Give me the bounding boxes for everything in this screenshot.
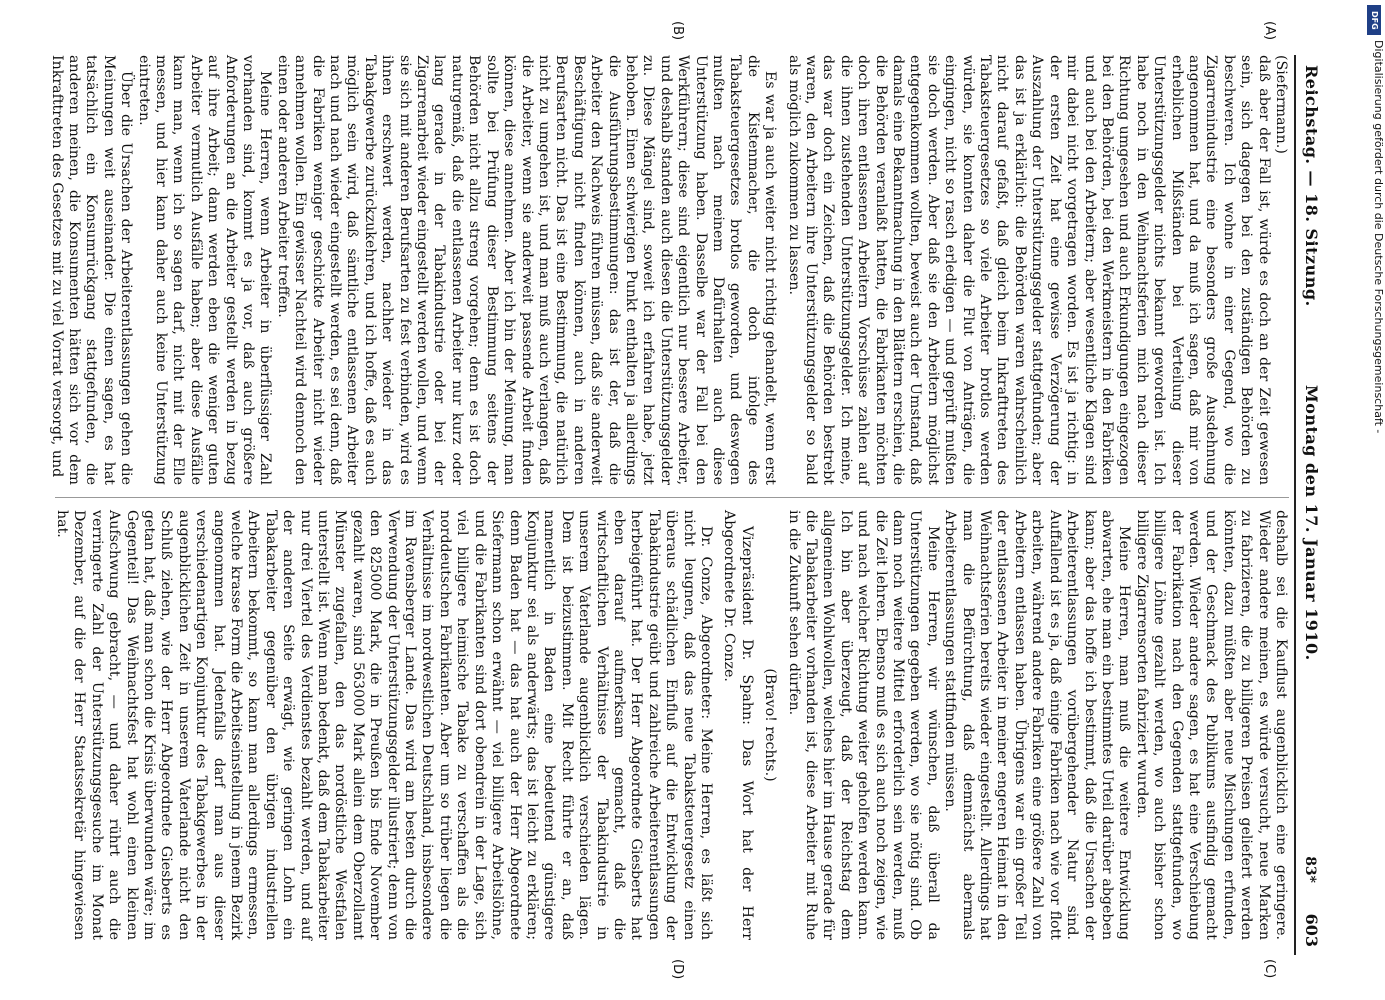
header-rule xyxy=(1294,55,1296,955)
left-column xyxy=(48,55,1289,486)
paragraph: (Bravo! rechts.) xyxy=(762,668,779,782)
margin-marker-b: (B) xyxy=(670,21,685,41)
paragraph: Dr. Conze, Abgeordneter: Meine Herren, es läßt sich nicht leugnen, daß das neue Tabaksteuergesetz einen überaus schädlichen Einfluß auf die Entwicklung der Tabakindustrie geübt und zahlreiche Arbeiterentlassungen herbeigeführt hat. Der Herr Abgeordnete Giesberts hat eben darauf aufmerksam gemacht, daß die wirtschaftlichen Verhältnisse der Tabakindustrie in unserem Vaterlande augenblicklich verschieden lägen. Dem ist beizustimmen. Mit Recht führte er an, daß namentlich in Baden eine bedeutend günstigere Konjunktur sei als anderwärts; das ist leicht zu erklären; denn Baden hat — das hat auch der Herr Abgeordnete Siefermann schon erwähnt — viel billigere Arbeitslöhne, und die Fabrikanten sind dort obendrein in der Lage, sich viel billigere heimische Tabake zu verschaffen als die norddeutschen Fabrikanten. Aber um so trüber liegen die Verhältnisse im nordwestlichen Deutschland, insbesondere im Ravensberger Lande. Das wird am besten durch die Verwendung der Unterstützungsgelder illustriert; denn von den 825000 Mark, die in Preußen bis Ende November gezahlt waren, sind 563000 Mark allein dem Oberzollamt Münster zugefallen, den das nordöstliche Westfalen unterstellt ist. Wenn man bedenkt, daß dem Tabakarbeiter nur drei Viertel des Verdienstes bezahlt werden, und auf der anderen Seite erwägt, wie geringen Lohn ein Tabakarbeiter gegenüber den übrigen industriellen Arbeitern bekommt, so kann man allerdings ermessen, welche krasse Form die Arbeitseinstellung in jenem Bezirk angenommen hat. Jedenfalls darf man aus dieser verschiedenartigen Konjunktur des Tabakgewerbes in der augenblicklichen Zeit in unserem Vaterlande nicht den Schluß ziehen, wie der Herr Abgeordnete Giesberts es getan hat, daß man schon die Krisis überwunden wäre; im Gegenteil! Das Weihnachtsfest hat wohl einen kleinen Aufschwung gebracht, — und daher rührt auch die verringerte Zahl der Unterstützungsgesuche im Monat Dezember, auf die der Herr Staatssekretär hingewiesen hat. xyxy=(53,510,714,940)
paragraph: Es war ja auch weiter nicht richtig gehandelt, wenn erst die Kistenmacher, die doch infolge des Tabaksteuergesetzes brotlos geworden, und deswegen mußten nach meinem Dafürhalten auch diese Unterstützung haben. Dasselbe war der Fall bei den Werkführern; diese sind eigentlich nur bessere Arbeiter, und deshalb standen auch diesen die Unterstützungsgelder zu. Diese Mängel sind, soweit ich erfahren habe, jetzt behoben. Einen schwierigen Punkt enthalten ja allerdings die Ausführungsbestimmungen: das ist der, daß die Arbeiter den Nachweis führen müssen, daß sie anderweit Beschäftigung nicht finden können, auch in anderen Berufsarten nicht. Das ist eine Bestimmung, die natürlich nicht zu umgehen ist, und man muß auch verlangen, daß die Arbeiter, wenn sie anderweit passende Arbeit finden können, diese annehmen. Aber ich bin der Meinung, man sollte bei Prüfung dieser Bestimmung seitens der Behörden nicht allzu streng vorgehen; denn es ist doch naturgemäß, daß die entlassenen Arbeiter nur kurz oder lang gerade in der Tabakindustrie oder bei der Zigarrenarbeit wieder eingestellt werden wollen, und wenn sie sich mit anderen Berufsarten zu fest verbinden, wird es ihnen erschwert werden, nachher wieder in das Tabakgewerbe zurückzukehren, und ich hoffe, daß es auch möglich sein wird, daß sämtliche entlassenen Arbeiter nach und nach wieder eingestellt werden, es sei denn, daß die Fabriken weniger geschickte Arbeiter nicht wieder annehmen wollen. Ein gewisser Nachteil wird dennoch den einen oder anderen Arbeiter treffen. xyxy=(274,55,779,486)
signature-mark: 83* xyxy=(1302,856,1318,883)
paragraph: (Siefermann.) xyxy=(1273,55,1289,154)
running-head xyxy=(1295,55,1325,955)
paragraph: deshalb sei die Kauflust augenblicklich eine geringere. Wieder andere meinen, es würde versucht, neue Marken zu fabrizieren, die zu billigeren Preisen geliefert werden könnten, dazu müßten aber neue Mischungen erfunden, und der Geschmack des Publikums ausfindig gemacht werden. Wieder andere sagen, es hat eine Verschiebung der Fabrikation nach den Gegenden stattgefunden, wo billigere Löhne gezahlt werden, wo auch bisher schon billigere Zigarrensorten fabriziert wurden. xyxy=(1133,510,1289,940)
column-divider xyxy=(55,497,1289,498)
paragraph: Meine Herren, wir wünschen, daß überall da Unterstützungen gegeben werden, wo sie nötig sind. Ob dann noch weitere Mittel erforderlich sein werden, muß die Zeit lehren. Ebenso muß es sich auch noch zeigen, wie und nach welcher Richtung weiter geholfen werden kann. Ich bin aber überzeugt, daß der Reichstag dem allgemeinen Wohlwollen, welches hier im Hause gerade für die Tabakarbeiter vorhanden ist, diese Arbeiter mit Ruhe in die Zukunft sehen dürfen. xyxy=(785,510,941,940)
dfg-logo: DFG xyxy=(1367,5,1381,35)
running-head-left: Reichstag. — 18. Sitzung. xyxy=(1302,65,1321,307)
right-column xyxy=(55,510,1289,940)
margin-marker-c: (C) xyxy=(1262,959,1277,979)
margin-marker-d: (D) xyxy=(670,959,685,980)
paragraph: Meine Herren, man muß die weitere Entwicklung abwarten, ehe man ein bestimmtes Urteil darüber abgeben kann; aber das hoffe ich bestimmt, daß die Ursachen der Arbeiterentlassungen vorübergehender Natur sind. Auffallend ist es ja, daß einige Fabriken nach wie vor flott arbeiten, während andere Fabriken eine größere Zahl von Arbeitern entlassen haben. Übrigens war ein großer Teil der entlassenen Arbeiter in meiner engeren Heimat in den Weihnachtsferien bereits wieder eingestellt. Allerdings hat man die Befürchtung, daß demnächst abermals Arbeiterentlassungen stattfinden müssen. xyxy=(942,510,1133,940)
scanned-page xyxy=(48,21,1325,980)
running-head-date: Montag den 17. Januar 1910. xyxy=(1302,385,1321,661)
paragraph-gap xyxy=(755,510,761,940)
paragraph: Meine Herren, wenn Arbeiter in überflüssiger Zahl vorhanden sind, kommt es ja vor, daß auch größere Anforderungen an die Arbeiter gestellt werden in bezug auf ihre Arbeit; dann werden eben die weniger guten Arbeiter vermutlich Ausfälle haben; aber diese Ausfälle kann man, wenn ich so sagen darf, nicht mit der Elle messen, und hier kann daher auch keine Unterstützung eintreten. xyxy=(135,55,274,485)
digitization-attribution: Digitalisierung gefördert durch die Deutsche Forschungsgemeinschaft - xyxy=(1372,40,1385,434)
page-number: 603 xyxy=(1302,913,1321,947)
paragraph: Vizepräsident Dr. Spahn: Das Wort hat der Herr Abgeordnete Dr. Conze. xyxy=(721,510,755,940)
paragraph: Über die Ursachen der Arbeiterentlassungen gehen die Meinungen weit auseinander. Die einen sagen, es hat tatsächlich ein Konsumrückgang stattgefunden, die anderen meinen, die Konsumenten hätten sich vor dem Inkrafttreten des Gesetzes mit zu viel Vorrat versorgt, und xyxy=(48,55,135,485)
paragraph: daß aber der Fall ist, würde es doch an der Zeit gewesen sein, sich dagegen bei den zuständigen Behörden zu beschweren. Ich wohne in einer Gegend, wo die Zigarrenindustrie eine besonders große Ausdehnung angenommen hat, und da muß ich sagen, daß mir von erheblichen Mißständen bei Verteilung dieser Unterstützungsgelder nichts bekannt geworden ist. Ich habe noch in den Weihnachtsferien mich nach dieser Richtung umgesehen und auch Erkundigungen eingezogen bei den Behörden, bei den Werkmeistern in den Fabriken und auch bei den Arbeitern; aber wesentliche Klagen sind mir dabei nicht vorgetragen worden. Es ist ja richtig: in der ersten Zeit hat eine gewisse Verzögerung der Auszahlung der Unterstützungsgelder stattgefunden; aber das ist ja erklärlich: die Behörden waren wahrscheinlich nicht darauf gefaßt, daß gleich beim Inkrafttreten des Tabaksteuergesetzes so viele Arbeiter brotlos werden würden, sie konnten daher die Flut von Anträgen, die eingingen, nicht so rasch erledigen — und geprüft mußten sie doch werden. Aber daß sie den Arbeitern möglichst entgegenkommen wollten, beweist auch der Umstand, daß damals eine Bekanntmachung in den Blättern erschien, die die Behörden veranlaßt hatten, die Fabrikanten möchten doch ihren entlassenen Arbeitern Vorschüsse zahlen auf die ihnen zustehenden Unterstützungsgelder. Ich meine, das war doch ein Zeichen, daß die Behörden bestrebt waren, den Arbeitern ihre Unterstützungsgelder so bald als möglich zukommen zu lassen. xyxy=(785,55,1272,485)
margin-marker-a: (A) xyxy=(1262,21,1277,41)
